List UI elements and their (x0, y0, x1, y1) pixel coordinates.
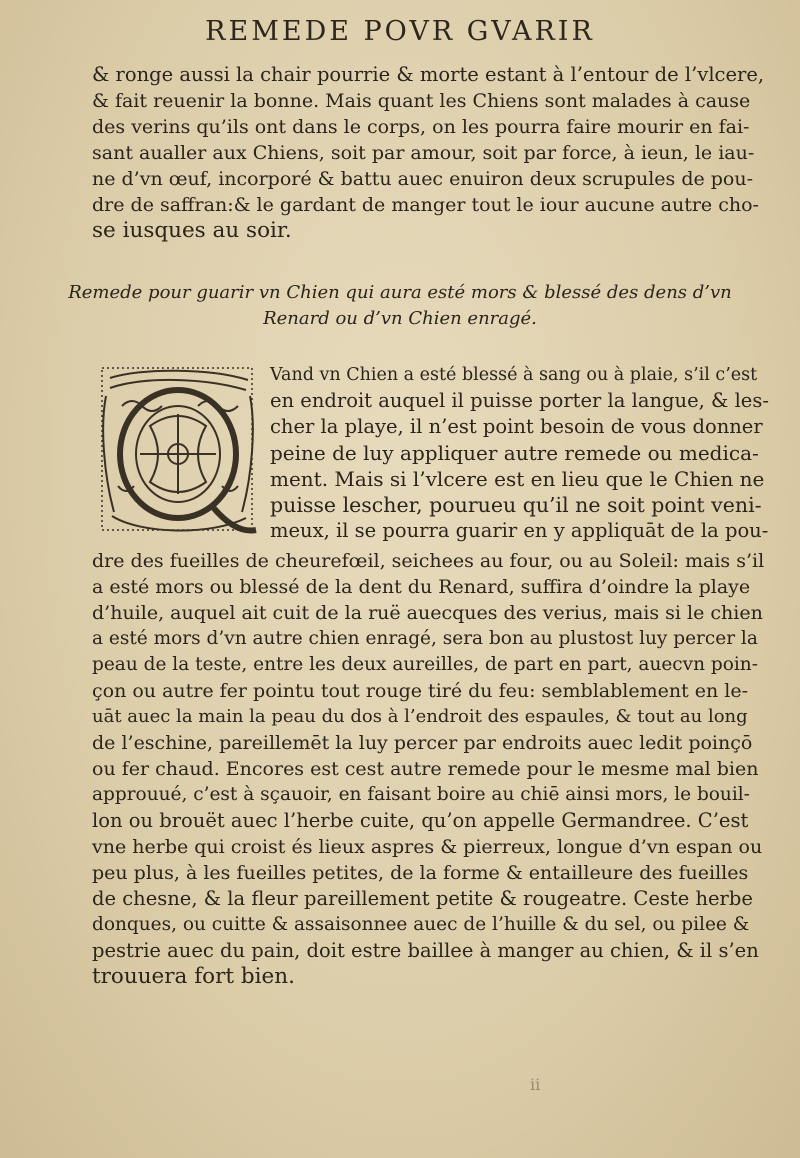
text-line: peine de luy appliquer autre remede ou medica- (270, 441, 759, 465)
text-line: dre de saffran:& le gardant de manger tout le iour aucune autre cho- (92, 194, 759, 216)
text-line: meux, il se pourra guarir en y appliquāt de la pou- (270, 519, 769, 542)
text-line: se iusques au soir. (92, 218, 292, 243)
text-line: trouuera fort bien. (92, 964, 295, 989)
text-line: sant aualler aux Chiens, soit par amour, soit par force, à ieun, le iau- (92, 142, 755, 164)
text-line: ne d’vn œuf, incorporé & battu auec enuiron deux scrupules de pou- (92, 168, 754, 190)
section-heading: Remede pour guarir vn Chien qui aura esté mors & blessé des dens d’vn (68, 282, 732, 303)
section-heading: Renard ou d’vn Chien enragé. (263, 308, 537, 329)
text-line: & fait reuenir la bonne. Mais quant les Chiens sont malades à cause (92, 90, 751, 112)
text-line: a esté mors d’vn autre chien enragé, sera bon au plustost luy percer la (92, 628, 758, 649)
text-line: a esté mors ou blessé de la dent du Renard, suffira d’oindre la playe (92, 576, 751, 598)
text-line: lon ou brouët auec l’herbe cuite, qu’on appelle Germandree. C’est (92, 809, 749, 832)
text-line: Vand vn Chien a esté blessé à sang ou à plaie, s’il c’est (270, 365, 758, 385)
text-line: peau de la teste, entre les deux aureilles, de part en part, auecvn poin- (92, 654, 758, 675)
text-line: peu plus, à les fueilles petites, de la forme & entailleure des fueilles (92, 862, 749, 884)
text-line: d’huile, auquel ait cuit de la ruë auecques des verius, mais si le chien (92, 602, 763, 624)
text-line: dre des fueilles de cheurefœil, seichees au four, ou au Soleil: mais s’il (92, 550, 765, 572)
text-line: de l’eschine, pareillemēt la luy percer par endroits auec ledit poinçō (92, 732, 753, 754)
text-line: uāt auec la main la peau du dos à l’endroit des espaules, & tout au long (92, 706, 748, 727)
text-line: donques, ou cuitte & assaisonnee auec de l’huille & du sel, ou pilee & (92, 914, 750, 935)
text-line: vne herbe qui croist és lieux aspres & pierreux, longue d’vn espan ou (92, 836, 763, 858)
text-line: des verins qu’ils ont dans le corps, on les pourra faire mourir en fai- (92, 116, 750, 138)
text-line: en endroit auquel il puisse porter la langue, & les- (270, 389, 769, 412)
text-line: pestrie auec du pain, doit estre baillee à manger au chien, & il s’en (92, 939, 759, 962)
text-line: & ronge aussi la chair pourrie & morte estant à l’entour de l’vlcere, (92, 63, 765, 86)
text-line: approuué, c’est à sçauoir, en faisant boire au chiē ainsi mors, le bouil- (92, 784, 750, 805)
text-line: ment. Mais si l’vlcere est en lieu que le Chien ne (270, 467, 765, 491)
text-line: ou fer chaud. Encores est cest autre remede pour le mesme mal bien (92, 758, 759, 780)
running-head: REMEDE POVR GVARIR (205, 16, 595, 47)
text-line: cher la playe, il n’est point besoin de vous donner (270, 415, 763, 438)
text-line: çon ou autre fer pointu tout rouge tiré du feu: semblablement en le- (92, 680, 749, 702)
text-line: puisse lescher, pourueu qu’il ne soit point veni- (270, 493, 762, 517)
ornament-initial-q-icon (100, 366, 258, 538)
page-signature: ii (530, 1075, 541, 1094)
text-line: de chesne, & la fleur pareillement petite & rougeatre. Ceste herbe (92, 887, 753, 910)
decorated-initial (100, 366, 258, 538)
